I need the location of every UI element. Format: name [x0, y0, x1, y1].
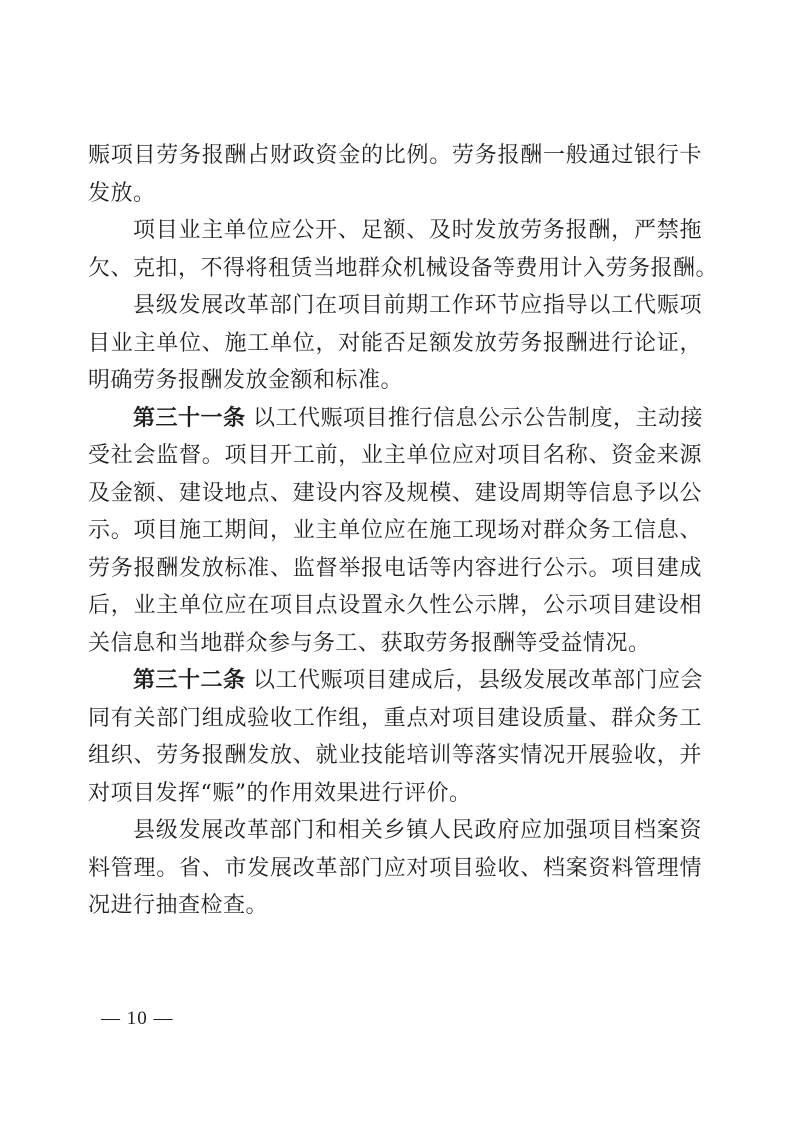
text-segment: 明确劳务报酬发放金额和标准。 [88, 368, 404, 393]
text-segment: 欠、克扣，不得将租赁当地群众机械设备等费用计入劳务报酬。 [88, 255, 719, 281]
text-line [88, 287, 702, 325]
text-segment: 以工代赈项目建成后，县级发展改革部门应会 [245, 668, 704, 693]
text-segment: 关信息和当地群众参与务工、获取劳务报酬等受益情况。 [88, 630, 651, 656]
text-segment: 对项目发挥“赈”的作用效果进行评价。 [88, 780, 472, 806]
text-segment: 赈项目劳务报酬占财政资金的比例。劳务报酬一般通过银行卡 [88, 143, 702, 168]
text-line [88, 400, 702, 438]
text-line [88, 137, 702, 175]
text-line [88, 212, 702, 250]
text-segment: 及金额、建设地点、建设内容及规模、建设周期等信息予以公 [88, 480, 702, 506]
text-segment: 以工代赈项目推行信息公示公告制度，主动接 [245, 405, 704, 431]
text-segment: 后，业主单位应在项目点设置永久性公示牌，公示项目建设相 [88, 593, 702, 618]
text-segment: 料管理。省、市发展改革部门应对项目验收、档案资料管理情 [88, 855, 702, 881]
text-segment: 同有关部门组成验收工作组，重点对项目建设质量、群众务工 [88, 705, 702, 731]
page-number: — 10 — [101, 1008, 174, 1029]
text-segment: 目业主单位、施工单位，对能否足额发放劳务报酬进行论证， [88, 330, 702, 356]
text-line [88, 250, 719, 288]
text-line [88, 550, 702, 588]
text-line [88, 737, 702, 775]
text-line [88, 850, 702, 888]
text-line [88, 662, 702, 700]
text-line [88, 587, 702, 625]
text-line [88, 325, 702, 363]
text-segment: 况进行抽查检查。 [88, 893, 269, 918]
document-content [88, 137, 719, 925]
text-segment: 发放。 [88, 180, 156, 206]
text-segment: 劳务报酬发放标准、监督举报电话等内容进行公示。项目建成 [88, 555, 702, 581]
text-segment: 示。项目施工期间，业主单位应在施工现场对群众务工信息、 [88, 518, 702, 543]
text-line [88, 887, 702, 925]
text-segment: 受社会监督。项目开工前，业主单位应对项目名称、资金来源 [88, 443, 702, 468]
text-segment: 县级发展改革部门和相关乡镇人民政府应加强项目档案资 [133, 818, 702, 843]
text-line [88, 175, 702, 213]
text-line [88, 775, 702, 813]
text-segment: 县级发展改革部门在项目前期工作环节应指导以工代赈项 [133, 293, 702, 318]
text-line [88, 625, 702, 663]
text-line [88, 437, 702, 475]
article-number: 第三十一条 [133, 404, 246, 431]
text-segment: 项目业主单位应公开、足额、及时发放劳务报酬，严禁拖 [133, 218, 702, 243]
text-line [88, 362, 702, 400]
text-line [88, 512, 702, 550]
text-line [88, 700, 702, 738]
text-segment: 组织、劳务报酬发放、就业技能培训等落实情况开展验收，并 [88, 743, 702, 768]
text-line [88, 812, 702, 850]
article-number: 第三十二条 [133, 667, 246, 693]
text-line [88, 475, 702, 513]
